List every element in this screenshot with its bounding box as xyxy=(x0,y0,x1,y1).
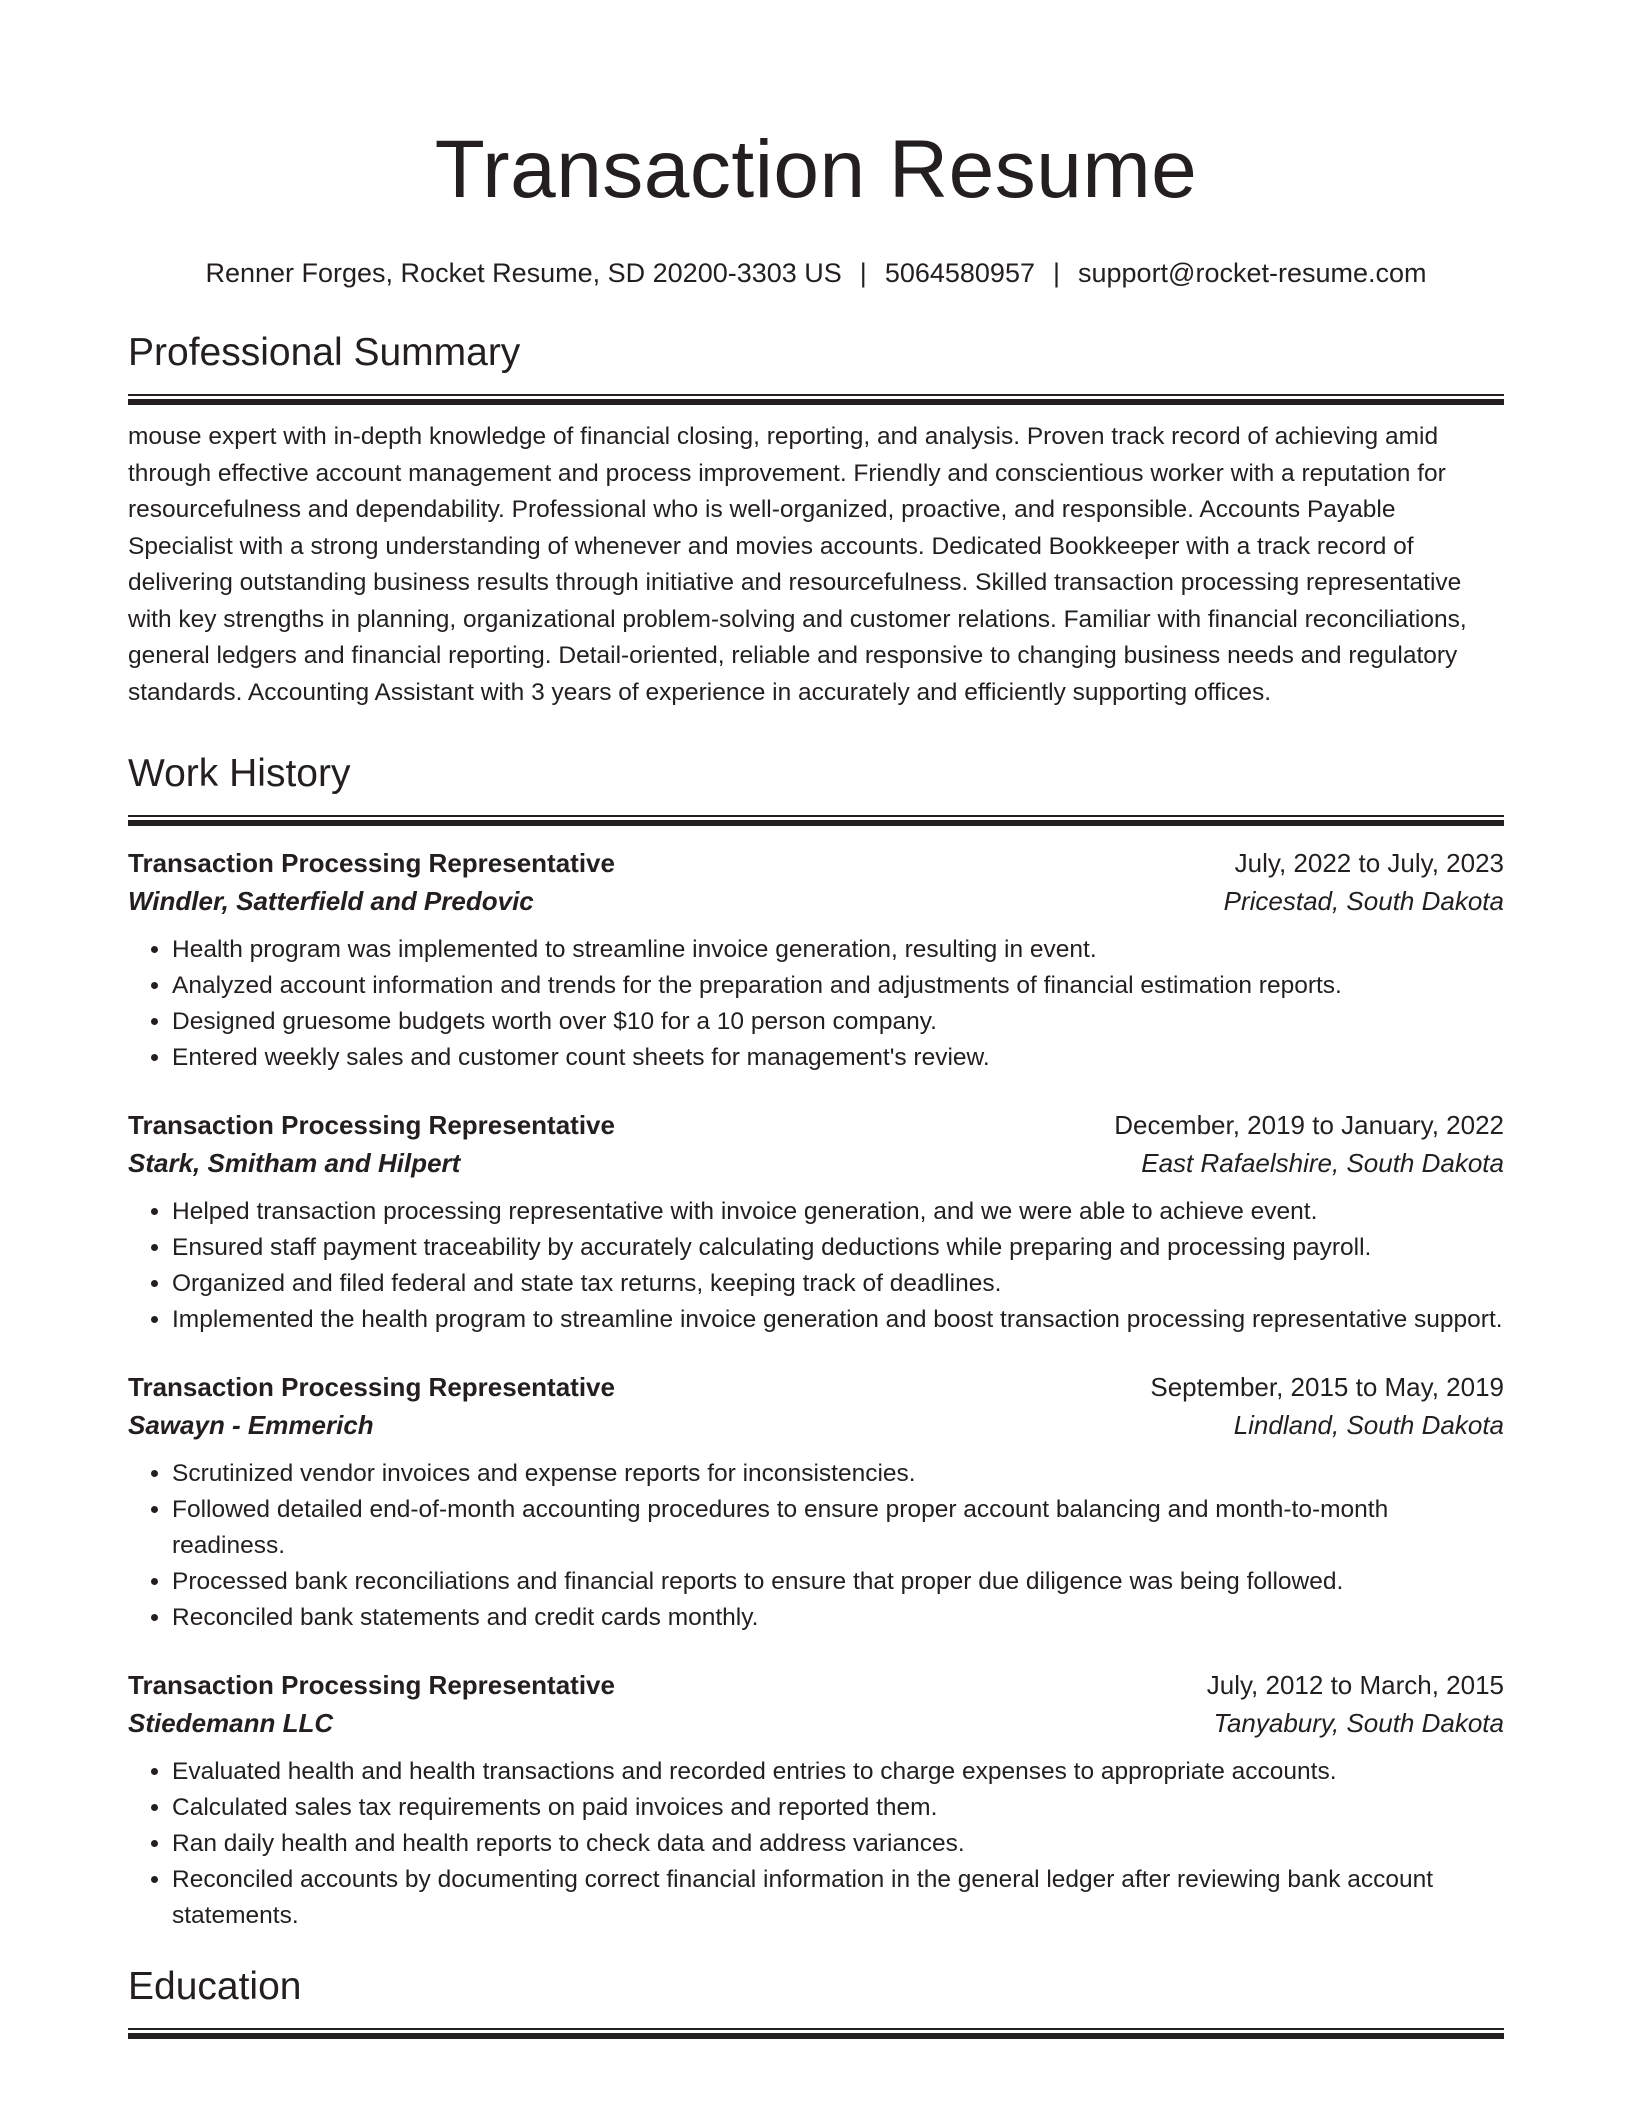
list-item: • Reconciled accounts by documenting correct financial information in the general ledger after reviewing bank account statements. xyxy=(172,1862,1504,1934)
job-subheader xyxy=(128,1406,1504,1444)
list-item: • Calculated sales tax requirements on paid invoices and reported them. xyxy=(172,1790,1504,1826)
list-item: • Health program was implemented to streamline invoice generation, resulting in event. xyxy=(172,932,1504,968)
contact-line xyxy=(128,256,1504,290)
contact-separator: | xyxy=(859,258,867,288)
contact-address: Renner Forges, Rocket Resume, SD 20200-3303 US xyxy=(205,258,842,288)
job-dates: July, 2012 to March, 2015 xyxy=(1206,1670,1504,1700)
job-location: Tanyabury, South Dakota xyxy=(1213,1708,1504,1738)
company-name: Stark, Smitham and Hilpert xyxy=(128,1148,461,1178)
professional-summary-section xyxy=(128,330,1504,711)
section-title: Work History xyxy=(128,752,351,795)
job-title: Transaction Processing Representative xyxy=(128,1372,615,1402)
job-location: East Rafaelshire, South Dakota xyxy=(1141,1148,1504,1178)
job-title: Transaction Processing Representative xyxy=(128,848,615,878)
section-title: Education xyxy=(128,1965,302,2008)
job-subheader xyxy=(128,1704,1504,1742)
list-item: • Evaluated health and health transactions and recorded entries to charge expenses to appropriate accounts. xyxy=(172,1754,1504,1790)
contact-email: support@rocket-resume.com xyxy=(1078,258,1427,288)
job-location: Pricestad, South Dakota xyxy=(1223,886,1504,916)
section-title: Professional Summary xyxy=(128,331,521,374)
list-item: • Followed detailed end-of-month accounting procedures to ensure proper account balancing and month-to-month readiness. xyxy=(172,1492,1504,1564)
section-divider xyxy=(128,2028,1504,2039)
list-item: • Designed gruesome budgets worth over $10 for a 10 person company. xyxy=(172,1004,1504,1040)
company-name: Windler, Satterfield and Predovic xyxy=(128,886,534,916)
section-divider xyxy=(128,815,1504,826)
job-dates: September, 2015 to May, 2019 xyxy=(1150,1372,1504,1402)
page-title: Transaction Resume xyxy=(434,124,1198,215)
list-item: • Ensured staff payment traceability by accurately calculating deductions while preparing and processing payroll. xyxy=(172,1230,1504,1266)
summary-text: mouse expert with in-depth knowledge of financial closing, reporting, and analysis. Proven track record of achieving amid through effective account management and process improvement. Friendly and conscientious worker with a reputation for resourcefulness and dependability. Professional who is well-organized, proactive, and responsible. Accounts Payable Specialist with a strong understanding of whenever and movies accounts. Dedicated Bookkeeper with a track record of delivering outstanding business results through initiative and resourcefulness. Skilled transaction processing representative with key strengths in planning, organizational problem-solving and customer relations. Familiar with financial reconciliations, general ledgers and financial reporting. Detail-oriented, reliable and responsive to changing business needs and regulatory standards. Accounting Assistant with 3 years of experience in accurately and efficiently supporting offices. xyxy=(128,423,1467,706)
job-entry xyxy=(128,1666,1504,1934)
list-item: • Helped transaction processing representative with invoice generation, and we were able to achieve event. xyxy=(172,1194,1504,1230)
section-divider xyxy=(128,394,1504,405)
job-header xyxy=(128,1368,1504,1406)
work-history-section xyxy=(128,751,1504,1934)
list-item: • Scrutinized vendor invoices and expense reports for inconsistencies. xyxy=(172,1456,1504,1492)
list-item: • Implemented the health program to streamline invoice generation and boost transaction processing representative support. xyxy=(172,1302,1504,1338)
job-subheader xyxy=(128,1144,1504,1182)
job-header xyxy=(128,1106,1504,1144)
job-dates: December, 2019 to January, 2022 xyxy=(1114,1110,1504,1140)
job-dates: July, 2022 to July, 2023 xyxy=(1234,848,1504,878)
contact-separator: | xyxy=(1052,258,1060,288)
list-item: • Organized and filed federal and state tax returns, keeping track of deadlines. xyxy=(172,1266,1504,1302)
job-entry xyxy=(128,1368,1504,1636)
job-bullets xyxy=(128,1456,1504,1636)
job-bullets xyxy=(128,1754,1504,1934)
company-name: Sawayn - Emmerich xyxy=(128,1410,374,1440)
list-item: • Entered weekly sales and customer count sheets for management's review. xyxy=(172,1040,1504,1076)
list-item: • Processed bank reconciliations and financial reports to ensure that proper due diligence was being followed. xyxy=(172,1564,1504,1600)
list-item: • Analyzed account information and trends for the preparation and adjustments of financial estimation reports. xyxy=(172,968,1504,1004)
job-title: Transaction Processing Representative xyxy=(128,1670,615,1700)
job-header xyxy=(128,1666,1504,1704)
contact-phone: 5064580957 xyxy=(884,258,1035,288)
job-title: Transaction Processing Representative xyxy=(128,1110,615,1140)
job-header xyxy=(128,844,1504,882)
education-section xyxy=(128,1964,1504,2039)
job-location: Lindland, South Dakota xyxy=(1233,1410,1504,1440)
list-item: • Reconciled bank statements and credit cards monthly. xyxy=(172,1600,1504,1636)
list-item: • Ran daily health and health reports to check data and address variances. xyxy=(172,1826,1504,1862)
job-bullets xyxy=(128,1194,1504,1338)
job-entry xyxy=(128,1106,1504,1338)
company-name: Stiedemann LLC xyxy=(128,1708,334,1738)
job-subheader xyxy=(128,882,1504,920)
job-bullets xyxy=(128,932,1504,1076)
job-entry xyxy=(128,844,1504,1076)
